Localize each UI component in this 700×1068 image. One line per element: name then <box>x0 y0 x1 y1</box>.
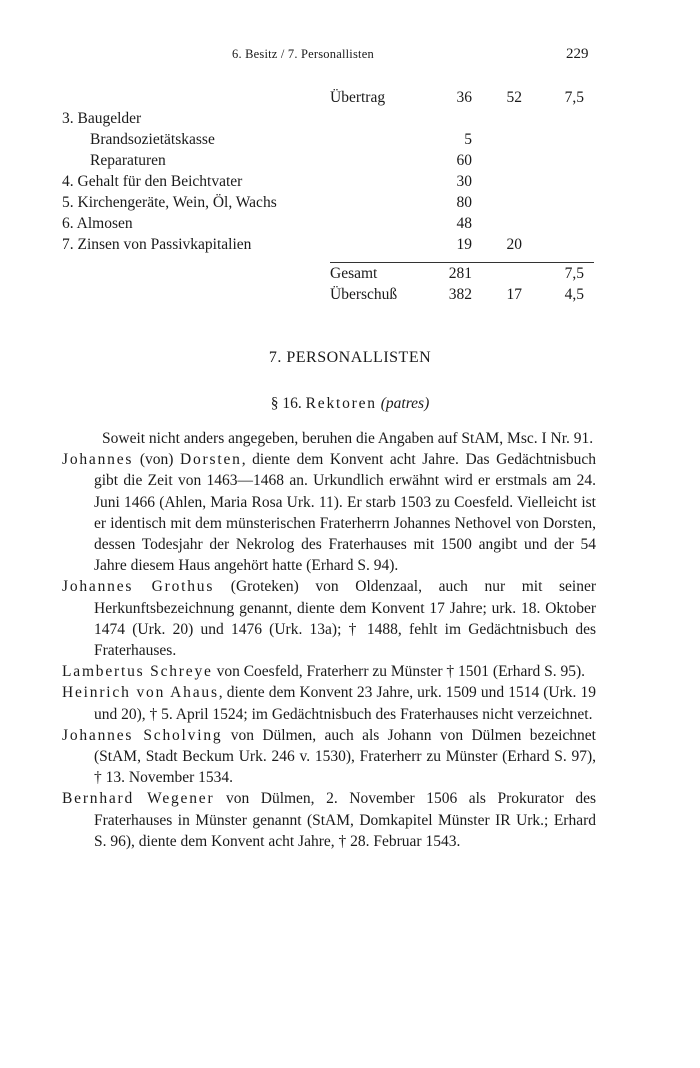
subsection-italic: (patres) <box>380 395 430 412</box>
table-row <box>0 194 700 215</box>
surplus-b: 17 <box>506 286 522 303</box>
table-row <box>0 215 700 236</box>
row-a: 5 <box>464 131 472 148</box>
surplus-label: Überschuß <box>330 286 398 303</box>
running-title: 6. Besitz / 7. Personallisten <box>232 47 374 61</box>
entry-paragraph <box>62 725 596 789</box>
row-label: 5. Kirchengeräte, Wein, Öl, Wachs <box>62 194 277 211</box>
row-label: Brandsozietätskasse <box>90 131 215 148</box>
row-label: 3. Baugelder <box>62 110 142 127</box>
entry-name: Bernhard Wegener <box>62 790 215 808</box>
subsection-title <box>0 395 700 413</box>
entry-name: Heinrich von Ahaus <box>62 684 219 702</box>
entry-paragraph <box>62 449 596 576</box>
entry-text: , diente dem Konvent acht Jahre. Das Gedächtnisbuch gibt die Zeit von 1463—1468 an. Urkundlich erwähnt wird er erstmals am 24. Juni 1466 (Ahlen, Maria Rosa Urk. 11). Er starb 1503 zu Coesfeld. Vielleicht ist er identisch mit dem münsterischen Fraterherrn Johannes Nethovel von Dorsten, dessen Todesjahr der Nekrolog des Fraterhauses mit 1500 angibt und der 54 Jahre diesem Haus angehört hatte (Erhard S. 94). <box>94 451 597 575</box>
subsection-prefix: § 16. <box>270 395 302 412</box>
subsection-name: Rektoren <box>305 395 377 412</box>
entry-text: (Groteken) von Oldenzaal, auch nur mit seiner Herkunftsbezeichnung genannt, diente dem Konvent 17 Jahre; urk. 18. Oktober 1474 (Urk. 20) und 1476 (Urk. 13a); † 1488, fehlt im Gedächtnisbuch des Fraterhauses. <box>94 578 596 660</box>
entry-paragraph <box>62 661 596 682</box>
row-a: 80 <box>456 194 472 211</box>
table-row <box>0 110 700 131</box>
carry-a: 36 <box>456 89 472 106</box>
surplus-c: 4,5 <box>564 286 584 303</box>
page-number: 229 <box>566 46 589 62</box>
total-label: Gesamt <box>330 265 378 282</box>
table-row-total <box>0 265 700 286</box>
row-a: 30 <box>456 173 472 190</box>
carry-c: 7,5 <box>564 89 584 106</box>
row-b: 20 <box>506 236 522 253</box>
table-row <box>0 131 700 152</box>
entry-paragraph <box>62 788 596 852</box>
table-row <box>0 236 700 257</box>
table-row-surplus <box>0 286 700 307</box>
total-a: 281 <box>448 265 472 282</box>
row-label: Reparaturen <box>90 152 166 169</box>
row-a: 19 <box>456 236 472 253</box>
entry-name-part: Dorsten <box>180 451 242 469</box>
carry-b: 52 <box>506 89 522 106</box>
carry-label: Übertrag <box>330 89 386 106</box>
surplus-a: 382 <box>448 286 472 303</box>
entry-name: Johannes Scholving <box>62 726 223 744</box>
total-c: 7,5 <box>564 265 584 282</box>
intro-paragraph: Soweit nicht anders angegeben, beruhen die Angaben auf StAM, Msc. I Nr. 91. <box>102 430 594 447</box>
row-label: 4. Gehalt für den Beichtvater <box>62 173 243 190</box>
entry-text: von Coesfeld, Fraterherr zu Münster † 1501 (Erhard S. 95). <box>212 663 586 681</box>
row-label: 6. Almosen <box>62 215 133 232</box>
entry-text: von Dülmen, auch als Johann von Dülmen bezeichnet (StAM, Stadt Beckum Urk. 246 v. 1530), Fraterherr zu Münster (Erhard S. 97), † 13. November 1534. <box>94 726 596 787</box>
row-a: 48 <box>456 215 472 232</box>
entry-name-part: (von) <box>139 451 174 469</box>
table-row <box>0 173 700 194</box>
row-a: 60 <box>456 152 472 169</box>
table-row <box>0 152 700 173</box>
entry-name: Johannes <box>62 451 134 469</box>
entry-text: , diente dem Konvent 23 Jahre, urk. 1509 und 1514 (Urk. 19 und 20), † 5. April 1524; im Gedächtnisbuch des Fraterhauses nicht verzeichnet. <box>94 684 596 723</box>
entry-paragraph <box>62 576 596 661</box>
section-title: 7. PERSONALLISTEN <box>268 349 432 366</box>
entry-paragraph <box>62 682 596 724</box>
body-text <box>62 428 596 852</box>
row-label: 7. Zinsen von Passivkapitalien <box>62 236 252 253</box>
entry-name: Lambertus Schreye <box>62 663 213 681</box>
table-row-carry <box>0 89 700 110</box>
entry-name: Johannes Grothus <box>62 578 215 596</box>
sum-rule <box>330 262 594 263</box>
entry-text: von Dülmen, 2. November 1506 als Prokurator des Fraterhauses in Münster genannt (StAM, Domkapitel Münster IR Urk.; Erhard S. 96), diente dem Konvent acht Jahre, † 28. Februar 1543. <box>94 790 596 850</box>
